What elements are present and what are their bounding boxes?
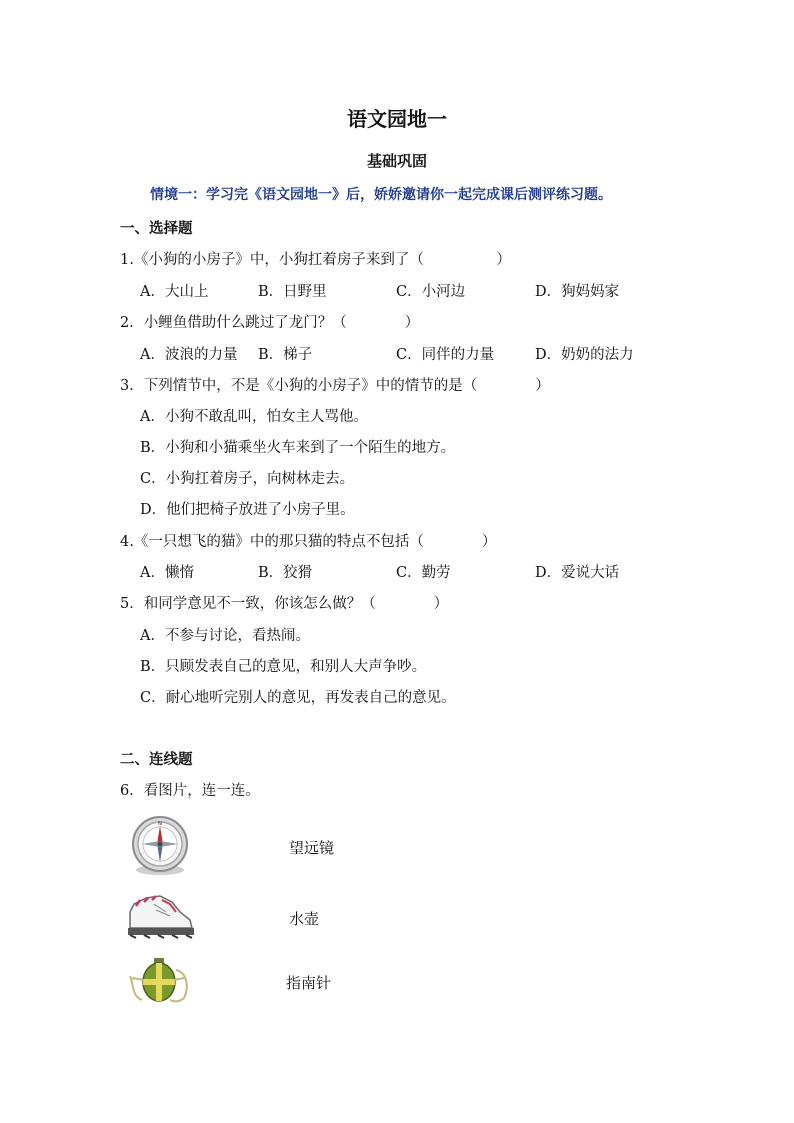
hiking-boot-icon [126, 890, 196, 942]
q4-option-b: B．狡猾 [258, 565, 313, 581]
question-3: 3．下列情节中，不是《小狗的小房子》中的情节的是（ ） [120, 378, 550, 394]
q3-option-a: A．小狗不敢乱叫，怕女主人骂他。 [140, 409, 368, 425]
page-title: 语文园地一 [347, 107, 447, 131]
q2-option-c: C．同伴的力量 [396, 347, 495, 363]
q4-option-c: C．勤劳 [396, 565, 451, 581]
q1-option-c: C．小河边 [396, 284, 466, 300]
section-choice-heading: 一、选择题 [120, 221, 193, 237]
match-label-telescope: 望远镜 [289, 839, 335, 857]
q1-option-a: A．大山上 [140, 284, 209, 300]
q2-option-a: A．波浪的力量 [140, 347, 238, 363]
compass-icon [128, 814, 192, 878]
scenario-text: 情境一：学习完《语文园地一》后，娇娇邀请你一起完成课后测评练习题。 [150, 187, 612, 203]
q3-option-b: B．小狗和小猫乘坐火车来到了一个陌生的地方。 [140, 440, 456, 456]
question-6: 6．看图片，连一连。 [120, 783, 260, 799]
match-label-compass: 指南针 [286, 974, 332, 992]
question-4: 4.《一只想飞的猫》中的那只猫的特点不包括（ ） [120, 534, 497, 550]
page-subtitle: 基础巩固 [366, 152, 427, 170]
q4-option-d: D．爱说大话 [535, 565, 620, 581]
q1-option-d: D．狗妈妈家 [535, 284, 620, 300]
q3-option-d: D．他们把椅子放进了小房子里。 [140, 502, 355, 518]
question-5: 5．和同学意见不一致，你该怎么做？（ ） [120, 596, 449, 612]
match-label-canteen: 水壶 [289, 910, 320, 928]
q3-option-c: C．小狗扛着房子，向树林走去。 [140, 471, 355, 487]
q5-option-c: C．耐心地听完别人的意见，再发表自己的意见。 [140, 690, 456, 706]
q2-option-d: D．奶奶的法力 [535, 347, 634, 363]
section-matching-heading: 二、连线题 [120, 752, 193, 768]
q2-option-b: B．梯子 [258, 347, 313, 363]
q5-option-b: B．只顾发表自己的意见，和别人大声争吵。 [140, 659, 427, 675]
q5-option-a: A．不参与讨论，看热闹。 [140, 628, 310, 644]
q1-option-b: B．日野里 [258, 284, 327, 300]
question-2: 2．小鲤鱼借助什么跳过了龙门？（ ） [120, 315, 420, 331]
svg-text:N: N [158, 821, 162, 827]
question-1: 1.《小狗的小房子》中，小狗扛着房子来到了（ ） [120, 252, 511, 268]
q4-option-a: A．懒惰 [140, 565, 194, 581]
canteen-icon [124, 956, 194, 1006]
